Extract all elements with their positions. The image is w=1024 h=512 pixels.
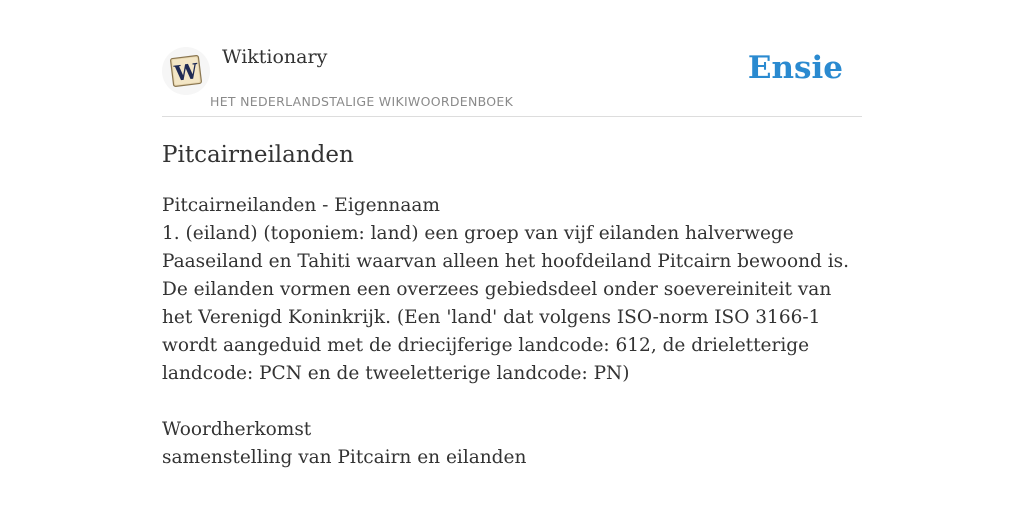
main-content — [162, 138, 862, 472]
logo-letter: W — [172, 58, 200, 86]
etymology-heading: Woordherkomst — [162, 419, 312, 440]
site-name[interactable]: Wiktionary — [222, 46, 328, 68]
definition-text: 1. (eiland) (toponiem: land) een groep van vijf eilanden halverwege Paaseiland en Tahiti waarvan alleen het hoofdeiland Pitcairn bewoond is. De eilanden vormen een overzees gebiedsdeel onder soevereiniteit van het Verenigd Koninkrijk. (Een 'land' dat volgens ISO-norm ISO 3166-1 wordt aangeduid met de driecijferige landcode: 612, de drieletterige landcode: PCN en de tweeletterige landcode: PN) — [162, 223, 850, 384]
etymology-text: samenstelling van Pitcairn en eilanden — [162, 447, 527, 468]
page-title: Pitcairneilanden — [162, 142, 354, 168]
headword-line: Pitcairneilanden - Eigennaam — [162, 195, 440, 216]
section-spacer — [162, 388, 862, 416]
site-tagline: HET NEDERLANDSTALIGE WIKIWOORDENBOEK — [210, 94, 514, 109]
ensie-brand-logo[interactable]: Ensie — [747, 50, 843, 86]
wiktionary-logo-icon[interactable] — [162, 47, 210, 95]
entry-body — [162, 192, 862, 472]
site-header — [162, 40, 862, 117]
